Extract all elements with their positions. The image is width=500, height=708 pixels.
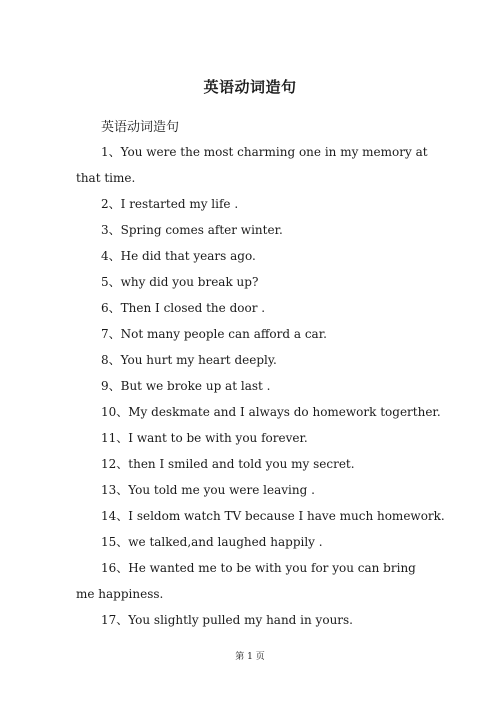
sentence-text: 4、He did that years ago. — [101, 249, 256, 263]
sentence-text: 2、I restarted my life . — [101, 197, 239, 211]
sentence-item — [76, 399, 441, 425]
sentence-text: 17、You slightly pulled my hand in yours. — [101, 613, 354, 627]
sentence-continuation: that time. — [76, 171, 136, 185]
sentence-text: 8、You hurt my heart deeply. — [101, 353, 277, 367]
sentence-text: 14、I seldom watch TV because I have much homework. — [101, 509, 445, 523]
sentence-continuation: me happiness. — [76, 587, 164, 601]
sentence-item — [76, 217, 421, 243]
sentence-text: 11、I want to be with you forever. — [101, 431, 308, 445]
sentence-text: 12、then I smiled and told you my secret. — [101, 457, 355, 471]
sentence-item — [76, 191, 421, 217]
page-number: 第 1 页 — [235, 652, 265, 662]
sentence-item — [76, 607, 421, 633]
sentence-list — [76, 139, 445, 633]
sentence-text: 1、You were the most charming one in my memory at — [101, 145, 428, 159]
sentence-text: 15、we talked,and laughed happily . — [101, 535, 323, 549]
sentence-item — [76, 451, 421, 477]
sentence-item — [76, 295, 421, 321]
sentence-item — [76, 503, 445, 529]
sentence-text: 3、Spring comes after winter. — [101, 223, 283, 237]
sentence-item — [76, 243, 421, 269]
sentence-item — [76, 321, 421, 347]
sentence-item — [76, 529, 421, 555]
sentence-item — [76, 139, 428, 191]
sentence-text: 13、You told me you were leaving . — [101, 483, 315, 497]
page-title: 英语动词造句 — [203, 78, 297, 96]
sentence-text: 9、But we broke up at last . — [101, 379, 271, 393]
sentence-item — [76, 425, 421, 451]
sentence-item — [76, 373, 421, 399]
sentence-item — [76, 269, 421, 295]
sentence-item — [76, 555, 421, 607]
document-subtitle: 英语动词造句 — [101, 120, 180, 135]
sentence-item — [76, 477, 421, 503]
sentence-text: 10、My deskmate and I always do homework togerther. — [101, 405, 441, 419]
sentence-text: 16、He wanted me to be with you for you can bring — [101, 561, 416, 575]
sentence-text: 6、Then I closed the door . — [101, 301, 266, 315]
sentence-item — [76, 347, 421, 373]
sentence-text: 7、Not many people can afford a car. — [101, 327, 327, 341]
sentence-text: 5、why did you break up? — [101, 275, 259, 289]
